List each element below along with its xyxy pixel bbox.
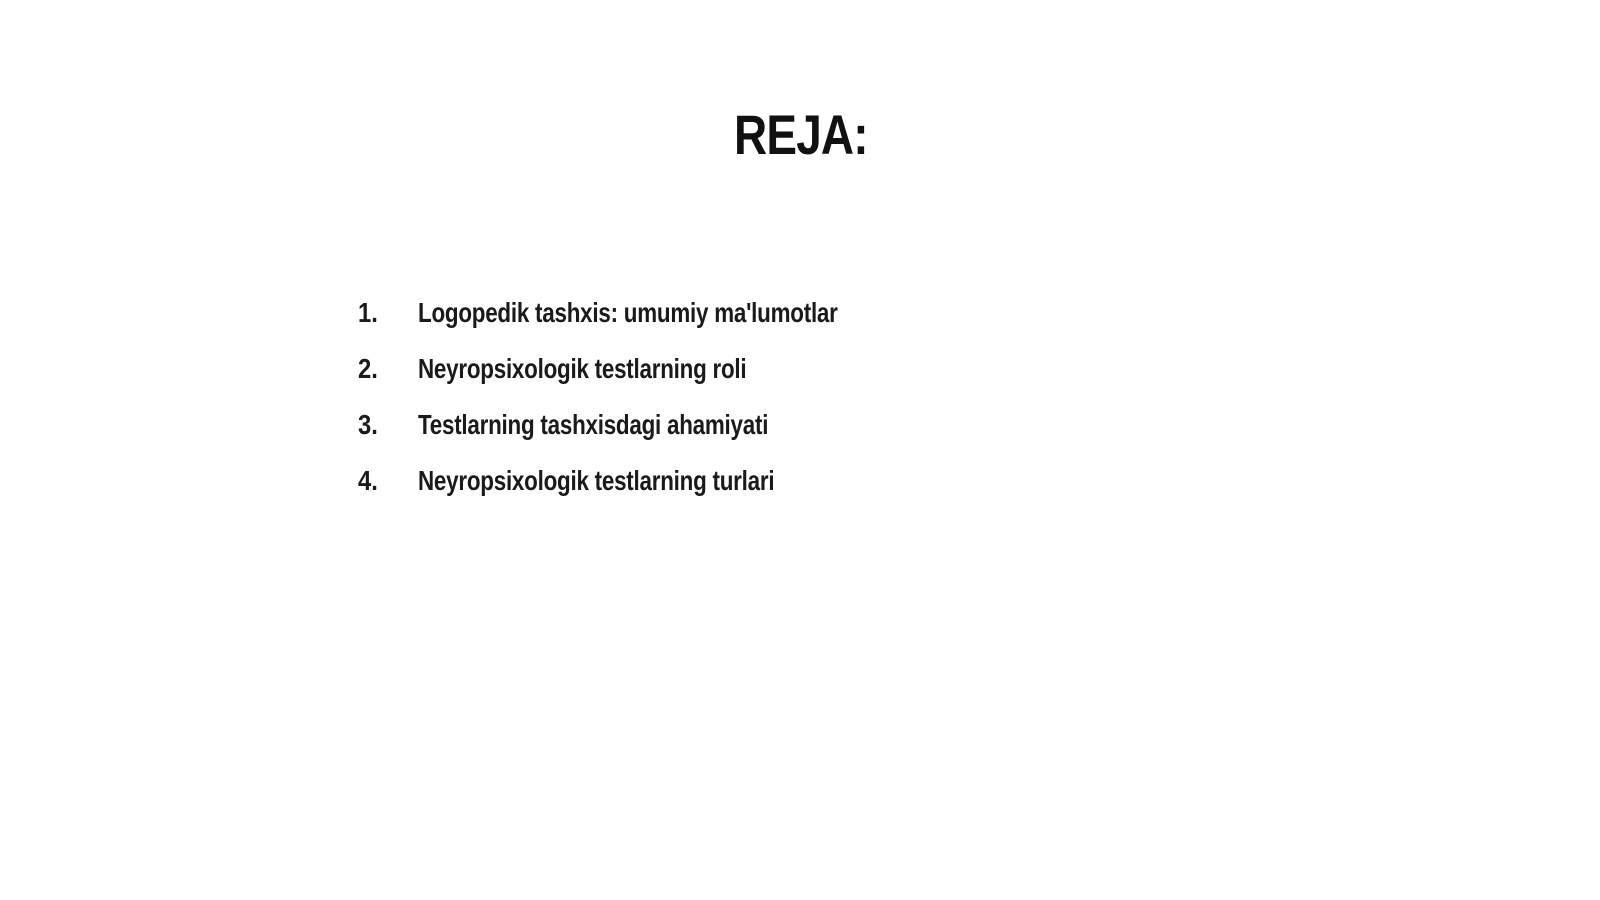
agenda-list — [358, 285, 943, 509]
slide-title: REJA: — [734, 103, 868, 166]
agenda-item-text: Neyropsixologik testlarning roli — [418, 353, 747, 384]
agenda-item-number: 3. — [358, 409, 378, 440]
agenda-item-number: 2. — [358, 353, 378, 384]
agenda-item — [358, 341, 943, 397]
agenda-item-number: 4. — [358, 465, 378, 496]
agenda-item-text: Neyropsixologik testlarning turlari — [418, 465, 775, 496]
agenda-item — [358, 397, 943, 453]
agenda-item-text: Testlarning tashxisdagi ahamiyati — [418, 409, 769, 440]
agenda-item — [358, 453, 943, 509]
agenda-item — [358, 285, 943, 341]
agenda-item-number: 1. — [358, 297, 378, 328]
agenda-item-text: Logopedik tashxis: umumiy ma'lumotlar — [418, 297, 838, 328]
